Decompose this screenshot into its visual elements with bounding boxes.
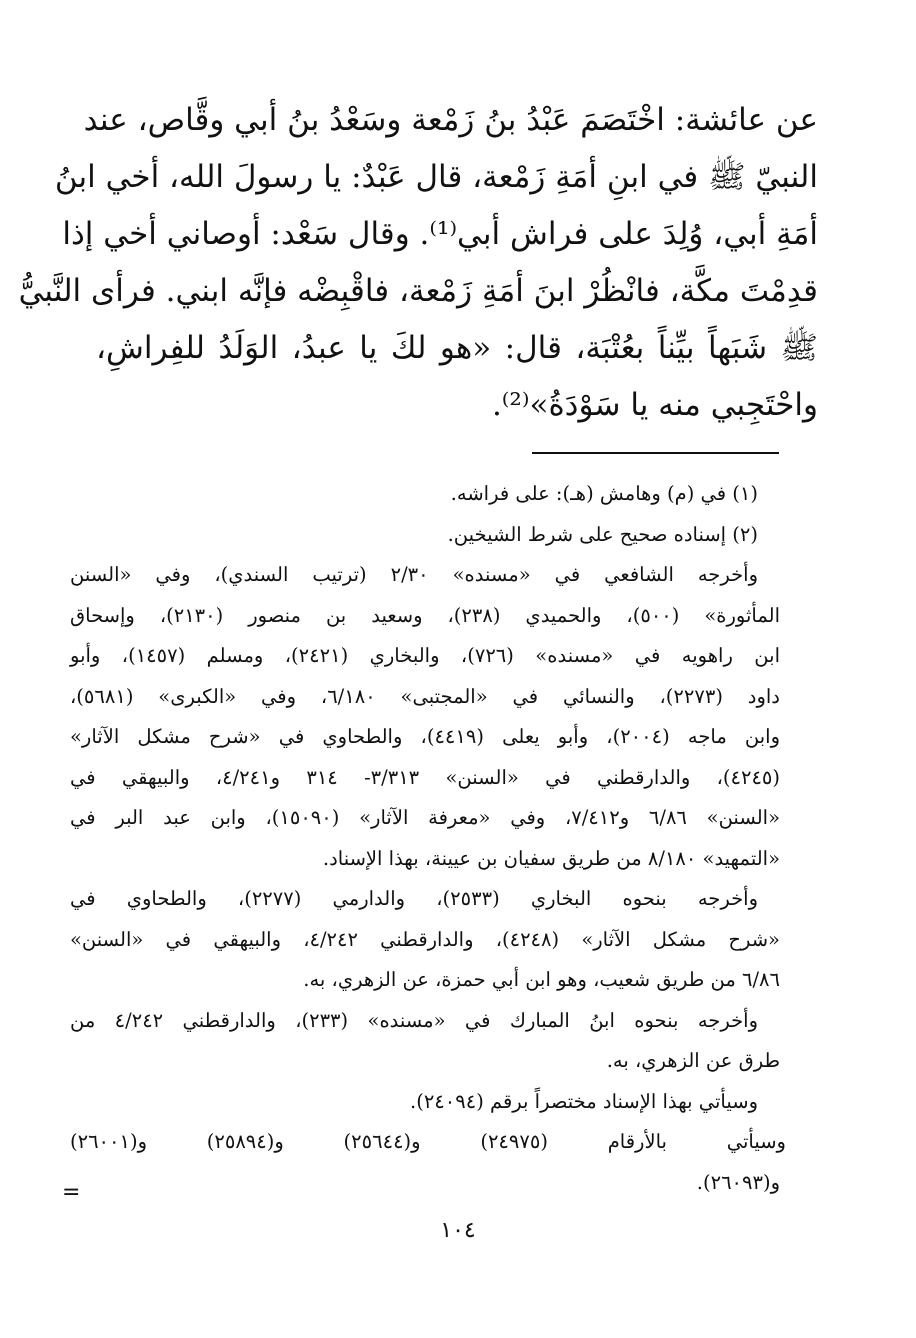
footnote-line: وأخرجه الشافعي في «مسنده» ٢/٣٠ (ترتيب السندي)، وفي «السنن <box>70 563 758 586</box>
footnote-separator <box>532 452 779 454</box>
hadith-line: قدِمْتَ مكَّة، فانْظُرْ ابنَ أمَةِ زَمْعة، فاقْبِضْه فإنَّه ابني. فرأى النَّبيُّ <box>18 273 818 309</box>
page-number: ١٠٤ <box>440 1218 476 1243</box>
footnote-line: (٤٢٤٥)، والدارقطني في «السنن» ٣/٣١٣- ٣١٤ و٤/٢٤١، والبيهقي في <box>70 765 781 789</box>
footnote-line: ابن راهويه في «مسنده» (٧٢٦)، والبخاري (٢٤٢١)، ومسلم (١٤٥٧)، وأبو <box>70 644 781 667</box>
footnote-line: «السنن» ٦/٨٦ و٧/٤١٢، وفي «معرفة الآثار» (١٥٠٩٠)، وابن عبد البر في <box>70 806 781 829</box>
footnote-line: وأخرجه بنحوه البخاري (٢٥٣٣)، والدارمي (٢٢٧٧)، والطحاوي في <box>70 887 759 910</box>
footnote-line: «التمهيد» ٨/١٨٠ من طريق سفيان بن عيينة، بهذا الإسناد. <box>322 846 780 870</box>
footnote-line: وسيأتي بالأرقام (٢٤٩٧٥) و(٢٥٦٤٤) و(٢٥٨٩٤) و(٢٦٠٠١) <box>70 1130 786 1153</box>
hadith-text <box>18 92 818 434</box>
footnotes <box>70 474 786 1203</box>
hadith-line: أمَةِ أبي، وُلِدَ على فراش أبي⁽¹⁾. وقال سَعْد: أوصاني أخي إذا <box>62 216 818 252</box>
hadith-line: ﷺ شَبَهاً بيِّناً بعُتْبَة، قال: «هو لكَ يا عبدُ، الوَلَدُ للفِراشِ، <box>96 330 818 366</box>
hadith-line: النبيّ ﷺ في ابنِ أمَةِ زَمْعة، قال عَبْدٌ: يا رسولَ الله، أخي ابنُ <box>54 159 818 195</box>
footnote-line: وابن ماجه (٢٠٠٤)، وأبو يعلى (٤٤١٩)، والطحاوي في «شرح مشكل الآثار» <box>70 725 781 748</box>
footnote-line: «شرح مشكل الآثار» (٤٢٤٨)، والدارقطني ٤/٢٤٢، والبيهقي في «السنن» <box>70 927 780 951</box>
footnote-line: (٢) إسناده صحيح على شرط الشيخين. <box>447 522 758 546</box>
footnote-line: وسيأتي بهذا الإسناد مختصراً برقم (٢٤٠٩٤). <box>410 1089 758 1113</box>
footnote-line: المأثورة» (٥٠٠)، والحميدي (٢٣٨)، وسعيد بن منصور (٢١٣٠)، وإسحاق <box>70 603 781 627</box>
footnote-line: طرق عن الزهري، به. <box>606 1049 780 1072</box>
footnote-line: (١) في (م) وهامش (هـ): على فراشه. <box>450 482 758 505</box>
hadith-line: عن عائشة: اخْتَصَمَ عَبْدُ بنُ زَمْعة وسَعْدُ بنُ أبي وقَّاص، عند <box>83 102 818 138</box>
footnote-line: ٦/٨٦ من طريق شعيب، وهو ابن أبي حمزة، عن الزهري، به. <box>303 968 780 991</box>
footnote-line: و(٢٦٠٩٣). <box>696 1170 780 1194</box>
footnote-line: داود (٢٢٧٣)، والنسائي في «المجتبى» ٦/١٨٠، وفي «الكبرى» (٥٦٨١)، <box>70 684 780 708</box>
continuation-mark: = <box>62 1180 81 1205</box>
footnote-line: وأخرجه بنحوه ابنُ المبارك في «مسنده» (٢٣٣)، والدارقطني ٤/٢٤٢ من <box>70 1008 758 1032</box>
hadith-line: واحْتَجِبي منه يا سَوْدَةُ»⁽²⁾. <box>491 387 818 423</box>
